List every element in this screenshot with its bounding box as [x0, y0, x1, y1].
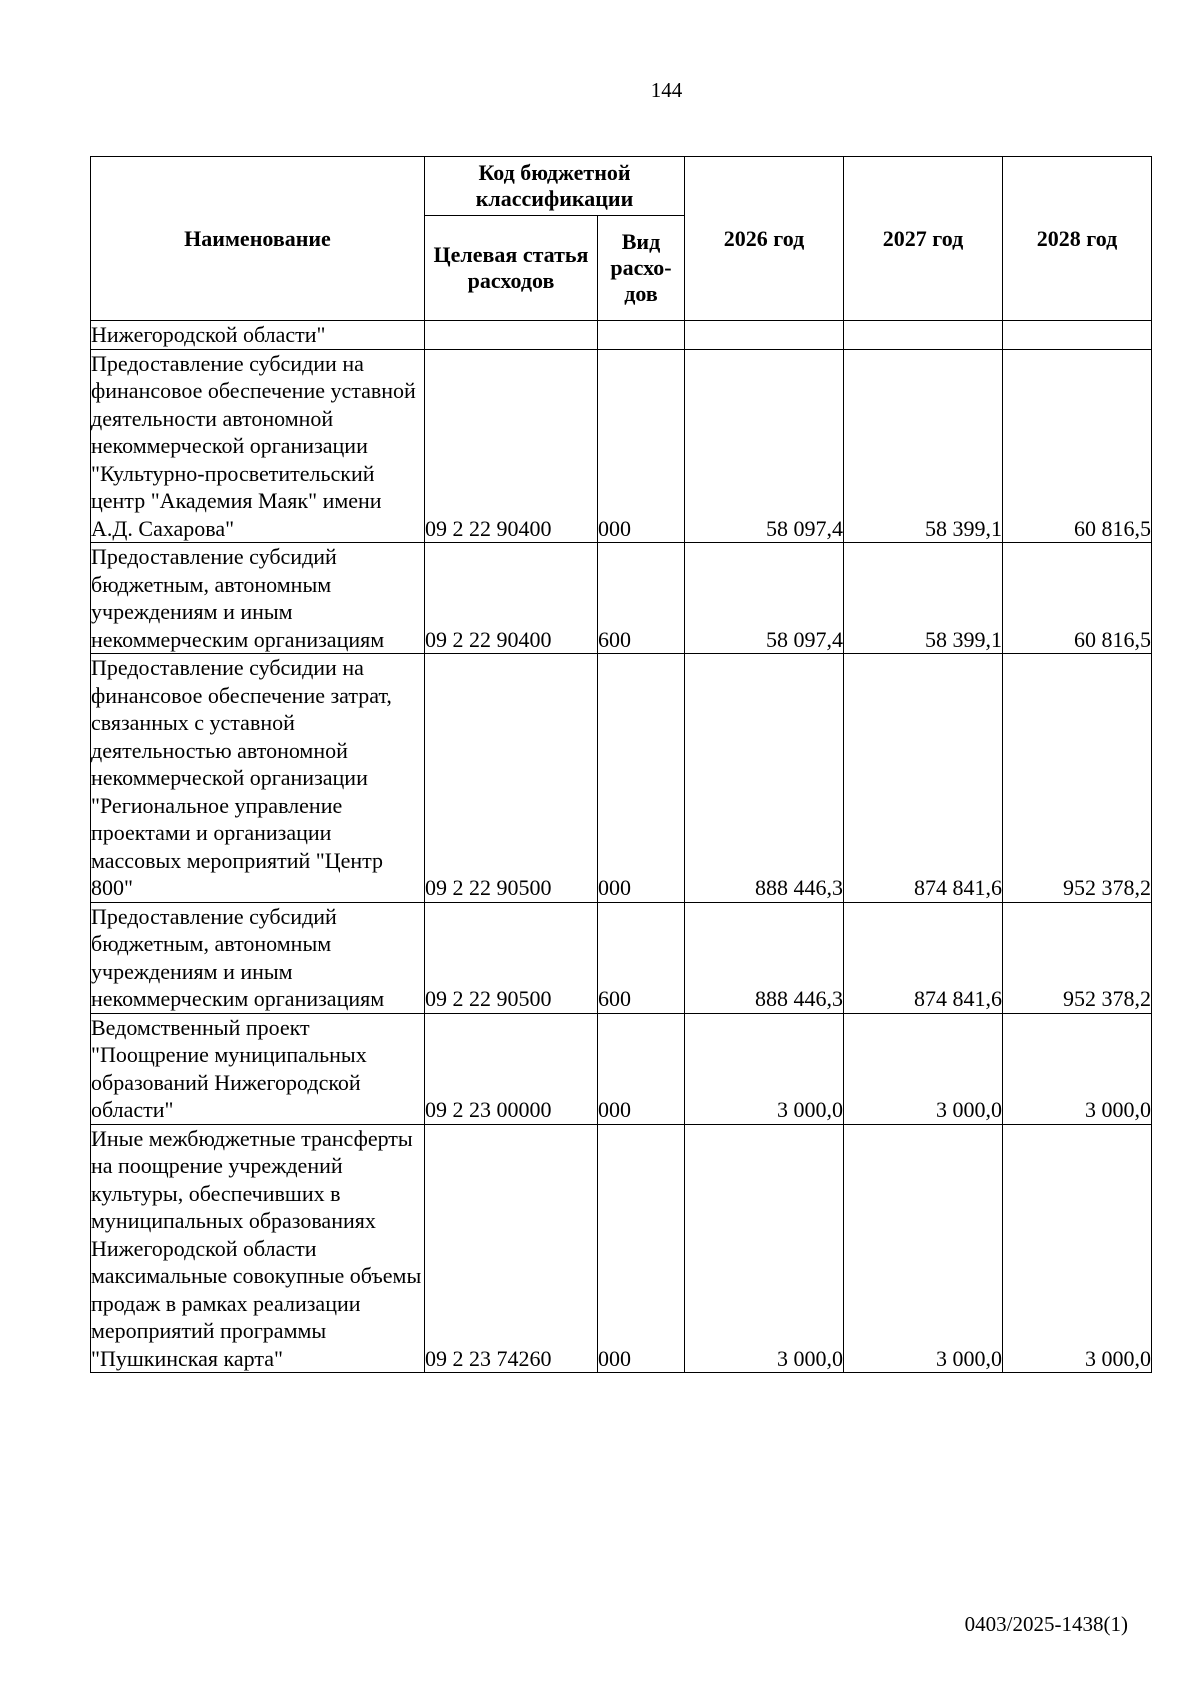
table-row	[91, 654, 1152, 903]
row-value-2028	[1003, 321, 1152, 350]
header-target-article: Целевая статья расходов	[425, 216, 598, 321]
row-type: 600	[598, 543, 685, 654]
row-code: 09 2 22 90500	[425, 654, 598, 903]
row-type: 000	[598, 349, 685, 543]
row-value-2028: 952 378,2	[1003, 902, 1152, 1013]
budget-table	[90, 156, 1152, 1373]
row-value-2027: 874 841,6	[844, 902, 1003, 1013]
row-type	[598, 321, 685, 350]
table-body	[91, 321, 1152, 1373]
row-value-2027: 58 399,1	[844, 349, 1003, 543]
row-name: Нижегородской области"	[91, 321, 425, 350]
row-code: 09 2 22 90400	[425, 349, 598, 543]
row-value-2028: 60 816,5	[1003, 543, 1152, 654]
row-name: Предоставление субсидии на финансовое обеспечение затрат, связанных с уставной деятельностью автономной некоммерческой организации "Региональное управление проектами и организации массовых мероприятий "Центр 800"	[91, 654, 425, 903]
header-name: Наименование	[91, 157, 425, 321]
row-value-2026: 3 000,0	[685, 1013, 844, 1124]
row-code	[425, 321, 598, 350]
row-type: 000	[598, 1124, 685, 1373]
header-code-group: Код бюджетной классификации	[425, 157, 685, 216]
row-type: 000	[598, 654, 685, 903]
document-number: 0403/2025-1438(1)	[964, 1612, 1128, 1636]
row-name: Предоставление субсидий бюджетным, автономным учреждениям и иным некоммерческим организациям	[91, 902, 425, 1013]
row-value-2026: 888 446,3	[685, 902, 844, 1013]
row-value-2027: 58 399,1	[844, 543, 1003, 654]
header-year-2027: 2027 год	[844, 157, 1003, 321]
row-value-2028: 952 378,2	[1003, 654, 1152, 903]
row-value-2026	[685, 321, 844, 350]
header-expense-type: Вид расхо-дов	[598, 216, 685, 321]
table-row	[91, 1124, 1152, 1373]
row-code: 09 2 22 90400	[425, 543, 598, 654]
row-name: Ведомственный проект "Поощрение муниципальных образований Нижегородской области"	[91, 1013, 425, 1124]
row-name: Предоставление субсидий бюджетным, автономным учреждениям и иным некоммерческим организациям	[91, 543, 425, 654]
table-row	[91, 321, 1152, 350]
row-name: Иные межбюджетные трансферты на поощрение учреждений культуры, обеспечивших в муниципальных образованиях Нижегородской области максимальные совокупные объемы продаж в рамках реализации мероприятий программы "Пушкинская карта"	[91, 1124, 425, 1373]
row-type: 600	[598, 902, 685, 1013]
row-value-2026: 58 097,4	[685, 349, 844, 543]
row-code: 09 2 23 00000	[425, 1013, 598, 1124]
table-row	[91, 543, 1152, 654]
row-code: 09 2 22 90500	[425, 902, 598, 1013]
row-value-2026: 3 000,0	[685, 1124, 844, 1373]
row-value-2026: 888 446,3	[685, 654, 844, 903]
table-row	[91, 1013, 1152, 1124]
header-year-2026: 2026 год	[685, 157, 844, 321]
row-code: 09 2 23 74260	[425, 1124, 598, 1373]
row-type: 000	[598, 1013, 685, 1124]
row-value-2028: 3 000,0	[1003, 1013, 1152, 1124]
row-value-2027: 3 000,0	[844, 1124, 1003, 1373]
page-number: 144	[650, 78, 683, 102]
row-value-2028: 3 000,0	[1003, 1124, 1152, 1373]
row-value-2027: 874 841,6	[844, 654, 1003, 903]
row-value-2027	[844, 321, 1003, 350]
table-row	[91, 902, 1152, 1013]
header-year-2028: 2028 год	[1003, 157, 1152, 321]
row-value-2028: 60 816,5	[1003, 349, 1152, 543]
row-name: Предоставление субсидии на финансовое обеспечение уставной деятельности автономной некоммерческой организации "Культурно-просветительский центр "Академия Маяк" имени А.Д. Сахарова"	[91, 349, 425, 543]
row-value-2026: 58 097,4	[685, 543, 844, 654]
table-header	[91, 157, 1152, 321]
row-value-2027: 3 000,0	[844, 1013, 1003, 1124]
table-row	[91, 349, 1152, 543]
